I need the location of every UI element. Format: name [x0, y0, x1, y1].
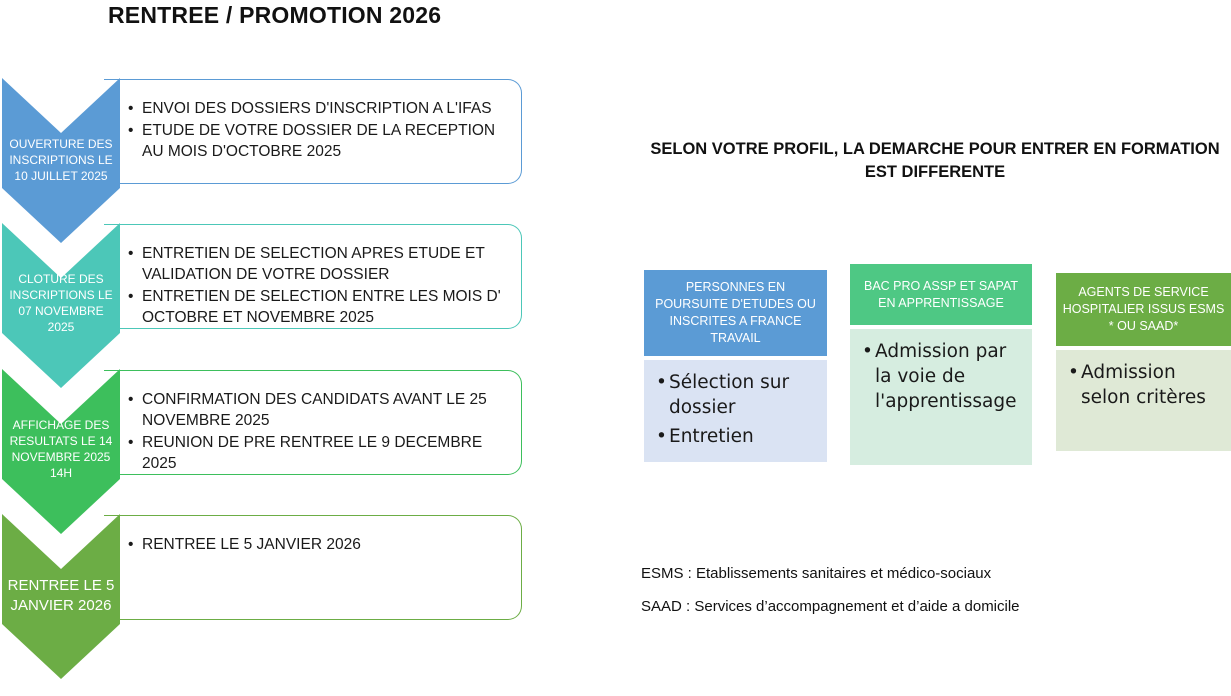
- footnote: SAAD : Services d’accompagnement et d’aide a domicile: [641, 598, 1020, 615]
- timeline-step-item: • CONFIRMATION DES CANDIDATS AVANT LE 25 NOVEMBRE 2025: [128, 389, 517, 431]
- timeline-step-item: • REUNION DE PRE RENTREE LE 9 DECEMBRE 2025: [128, 432, 517, 474]
- profile-card-title: BAC PRO ASSP ET SAPAT EN APPRENTISSAGE: [864, 278, 1018, 310]
- page-title: RENTREE / PROMOTION 2026: [108, 2, 442, 28]
- profile-card: [850, 264, 1032, 465]
- timeline-chevron: [2, 223, 120, 388]
- profile-card-item: • Entretien: [656, 424, 817, 449]
- timeline-chevron: [2, 369, 120, 534]
- timeline-chevron: [2, 514, 120, 679]
- timeline-step-item: • ENVOI DES DOSSIERS D'INSCRIPTION A L'IFAS: [128, 98, 517, 119]
- profile-card-item: • Admission selon critères: [1068, 360, 1221, 410]
- timeline-step-details: [104, 370, 522, 475]
- profile-card-title: AGENTS DE SERVICE HOSPITALIER ISSUS ESMS * OU SAAD*: [1062, 285, 1225, 333]
- profile-card-header: [850, 264, 1032, 325]
- profile-card-header: [1056, 273, 1231, 346]
- profile-card-body: [850, 325, 1032, 465]
- profile-card: [644, 270, 827, 462]
- timeline-step-details: [104, 224, 522, 329]
- timeline-step-label: AFFICHAGE DES RESULTATS LE 14 NOVEMBRE 2025 14H: [9, 418, 113, 480]
- footnote: ESMS : Etablissements sanitaires et médico-sociaux: [641, 565, 992, 582]
- profile-card-item: • Sélection sur dossier: [656, 370, 817, 420]
- profile-card-header: [644, 270, 827, 356]
- timeline-step-label: CLOTURE DES INSCRIPTIONS LE 07 NOVEMBRE 2025: [9, 272, 113, 334]
- profile-card-body: [1056, 346, 1231, 451]
- profile-card-item: • Admission par la voie de l'apprentissage: [862, 339, 1022, 414]
- timeline-step-item: • ENTRETIEN DE SELECTION ENTRE LES MOIS D' OCTOBRE ET NOVEMBRE 2025: [128, 286, 517, 328]
- timeline-step-details: [104, 79, 522, 184]
- profile-card: [1056, 273, 1231, 451]
- timeline-chevron: [2, 78, 120, 243]
- timeline-step-label: RENTREE LE 5 JANVIER 2026: [7, 577, 115, 614]
- timeline-step-item: • RENTREE LE 5 JANVIER 2026: [128, 534, 517, 555]
- profile-card-body: [644, 356, 827, 462]
- timeline-step-details: [104, 515, 522, 620]
- profile-card-title: PERSONNES EN POURSUITE D'ETUDES OU INSCRITES A FRANCE TRAVAIL: [655, 280, 816, 345]
- timeline-step-label: OUVERTURE DES INSCRIPTIONS LE 10 JUILLET 2025: [9, 137, 113, 183]
- timeline-step-item: • ETUDE DE VOTRE DOSSIER DE LA RECEPTION AU MOIS D'OCTOBRE 2025: [128, 120, 517, 162]
- timeline-step-item: • ENTRETIEN DE SELECTION APRES ETUDE ET VALIDATION DE VOTRE DOSSIER: [128, 243, 517, 285]
- profile-heading: SELON VOTRE PROFIL, LA DEMARCHE POUR ENTRER EN FORMATION EST DIFFERENTE: [650, 140, 1220, 181]
